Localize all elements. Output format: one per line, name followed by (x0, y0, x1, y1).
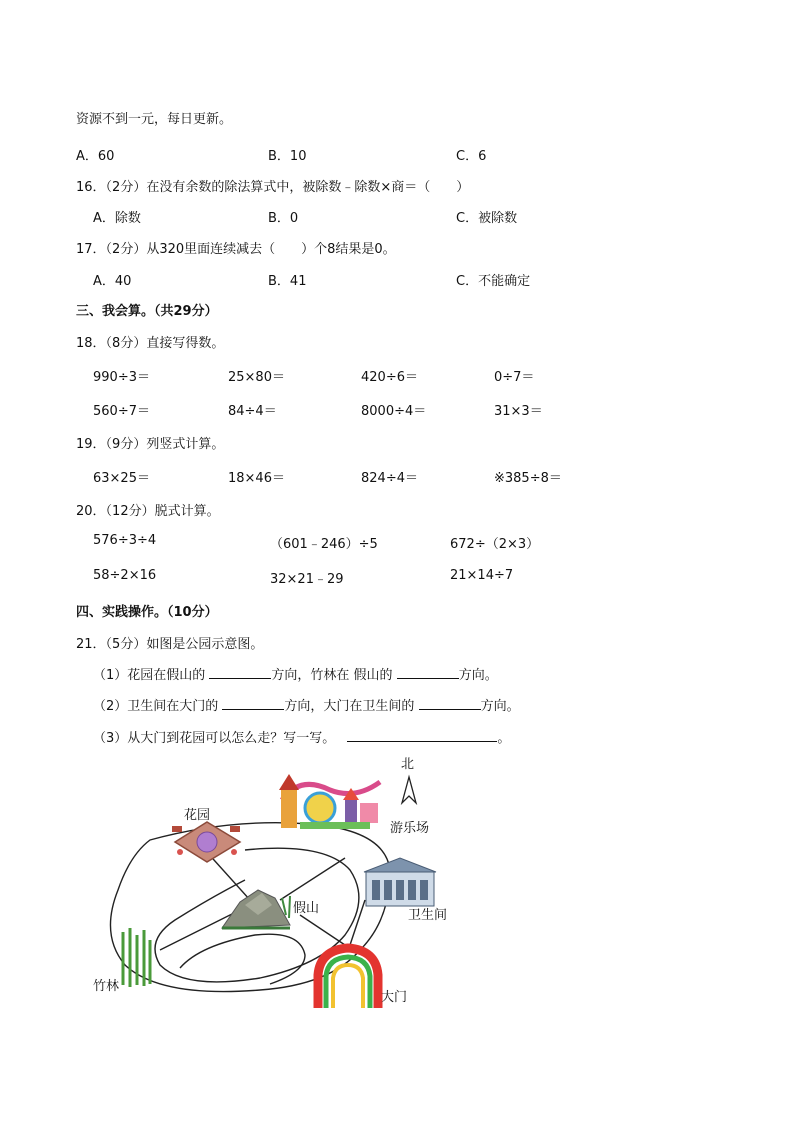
q21-sub2-text-2: 方向，大门在卫生间的 (284, 699, 415, 714)
q19-item: 18×46＝ (228, 471, 285, 486)
q17-option-c: C．不能确定 (456, 274, 531, 289)
q18-item: 84÷4＝ (228, 404, 277, 419)
q21-stem: 21．（5分）如图是公园示意图。 (76, 637, 264, 652)
q18-item: 0÷7＝ (494, 370, 535, 385)
q19-item: 824÷4＝ (361, 471, 418, 486)
q19-item: 63×25＝ (93, 471, 150, 486)
bamboo-label: 竹林 (93, 979, 120, 994)
section-3-heading: 三、我会算。（共29分） (76, 304, 218, 319)
q18-item: 560÷7＝ (93, 404, 150, 419)
q16-option-c: C．被除数 (456, 211, 518, 226)
garden-label: 花园 (184, 808, 211, 823)
q18-item: 25×80＝ (228, 370, 285, 385)
q20-item: 32×21﹣29 (270, 572, 344, 587)
north-label: 北 (401, 757, 415, 772)
q21-sub1-text-3: 方向。 (458, 668, 498, 683)
restroom-building-icon (364, 858, 436, 906)
q18-item: 8000÷4＝ (361, 404, 427, 419)
garden-icon (172, 822, 240, 862)
q17-option-b: B．41 (268, 274, 307, 289)
q19-stem: 19．（9分）列竖式计算。 (76, 437, 225, 452)
q16-option-b: B．0 (268, 211, 299, 226)
q20-item: 58÷2×16 (93, 568, 157, 583)
section-4-heading: 四、实践操作。（10分） (76, 605, 218, 620)
q16-option-a: A．除数 (93, 211, 141, 226)
q17-option-a: A．40 (93, 274, 132, 289)
q18-stem: 18．（8分）直接写得数。 (76, 336, 225, 351)
rockery-label: 假山 (293, 901, 320, 916)
q21-sub1-text-1: （1）花园在假山的 (93, 668, 206, 683)
amusement-park-label: 游乐场 (390, 821, 430, 836)
rockery-icon (222, 890, 290, 928)
q15-option-b: B．10 (268, 149, 307, 164)
gate-label: 大门 (381, 990, 408, 1005)
q16-stem: 16．（2分）在没有余数的除法算式中，被除数﹣除数×商＝（ ） (76, 180, 470, 195)
restroom-label: 卫生间 (408, 908, 448, 923)
q19-item: ※385÷8＝ (494, 471, 562, 486)
amusement-park-icon (279, 774, 380, 829)
q21-sub3-text-2: 。 (497, 731, 511, 746)
q21-sub1-text-2: 方向，竹林在 假山的 (271, 668, 393, 683)
q20-item: 576÷3÷4 (93, 533, 157, 548)
q18-item: 420÷6＝ (361, 370, 418, 385)
q20-item: 21×14÷7 (450, 568, 514, 583)
q21-sub2-text-3: 方向。 (480, 699, 520, 714)
q20-item: 672÷（2×3） (450, 537, 540, 552)
q18-item: 990÷3＝ (93, 370, 150, 385)
q20-item: （601﹣246）÷5 (270, 537, 378, 552)
q21-sub3-text-1: （3）从大门到花园可以怎么走？写一写。 (93, 731, 336, 746)
intro-line: 资源不到一元，每日更新。 (76, 112, 233, 127)
q18-item: 31×3＝ (494, 404, 543, 419)
q17-stem: 17．（2分）从320里面连续减去（ ）个8结果是0。 (76, 242, 396, 257)
north-arrow-icon (402, 777, 416, 803)
gate-arch-icon (318, 948, 378, 1008)
q15-option-a: A．60 (76, 149, 115, 164)
q21-sub2-text-1: （2）卫生间在大门的 (93, 699, 219, 714)
q15-option-c: C．6 (456, 149, 487, 164)
q20-stem: 20．（12分）脱式计算。 (76, 504, 220, 519)
